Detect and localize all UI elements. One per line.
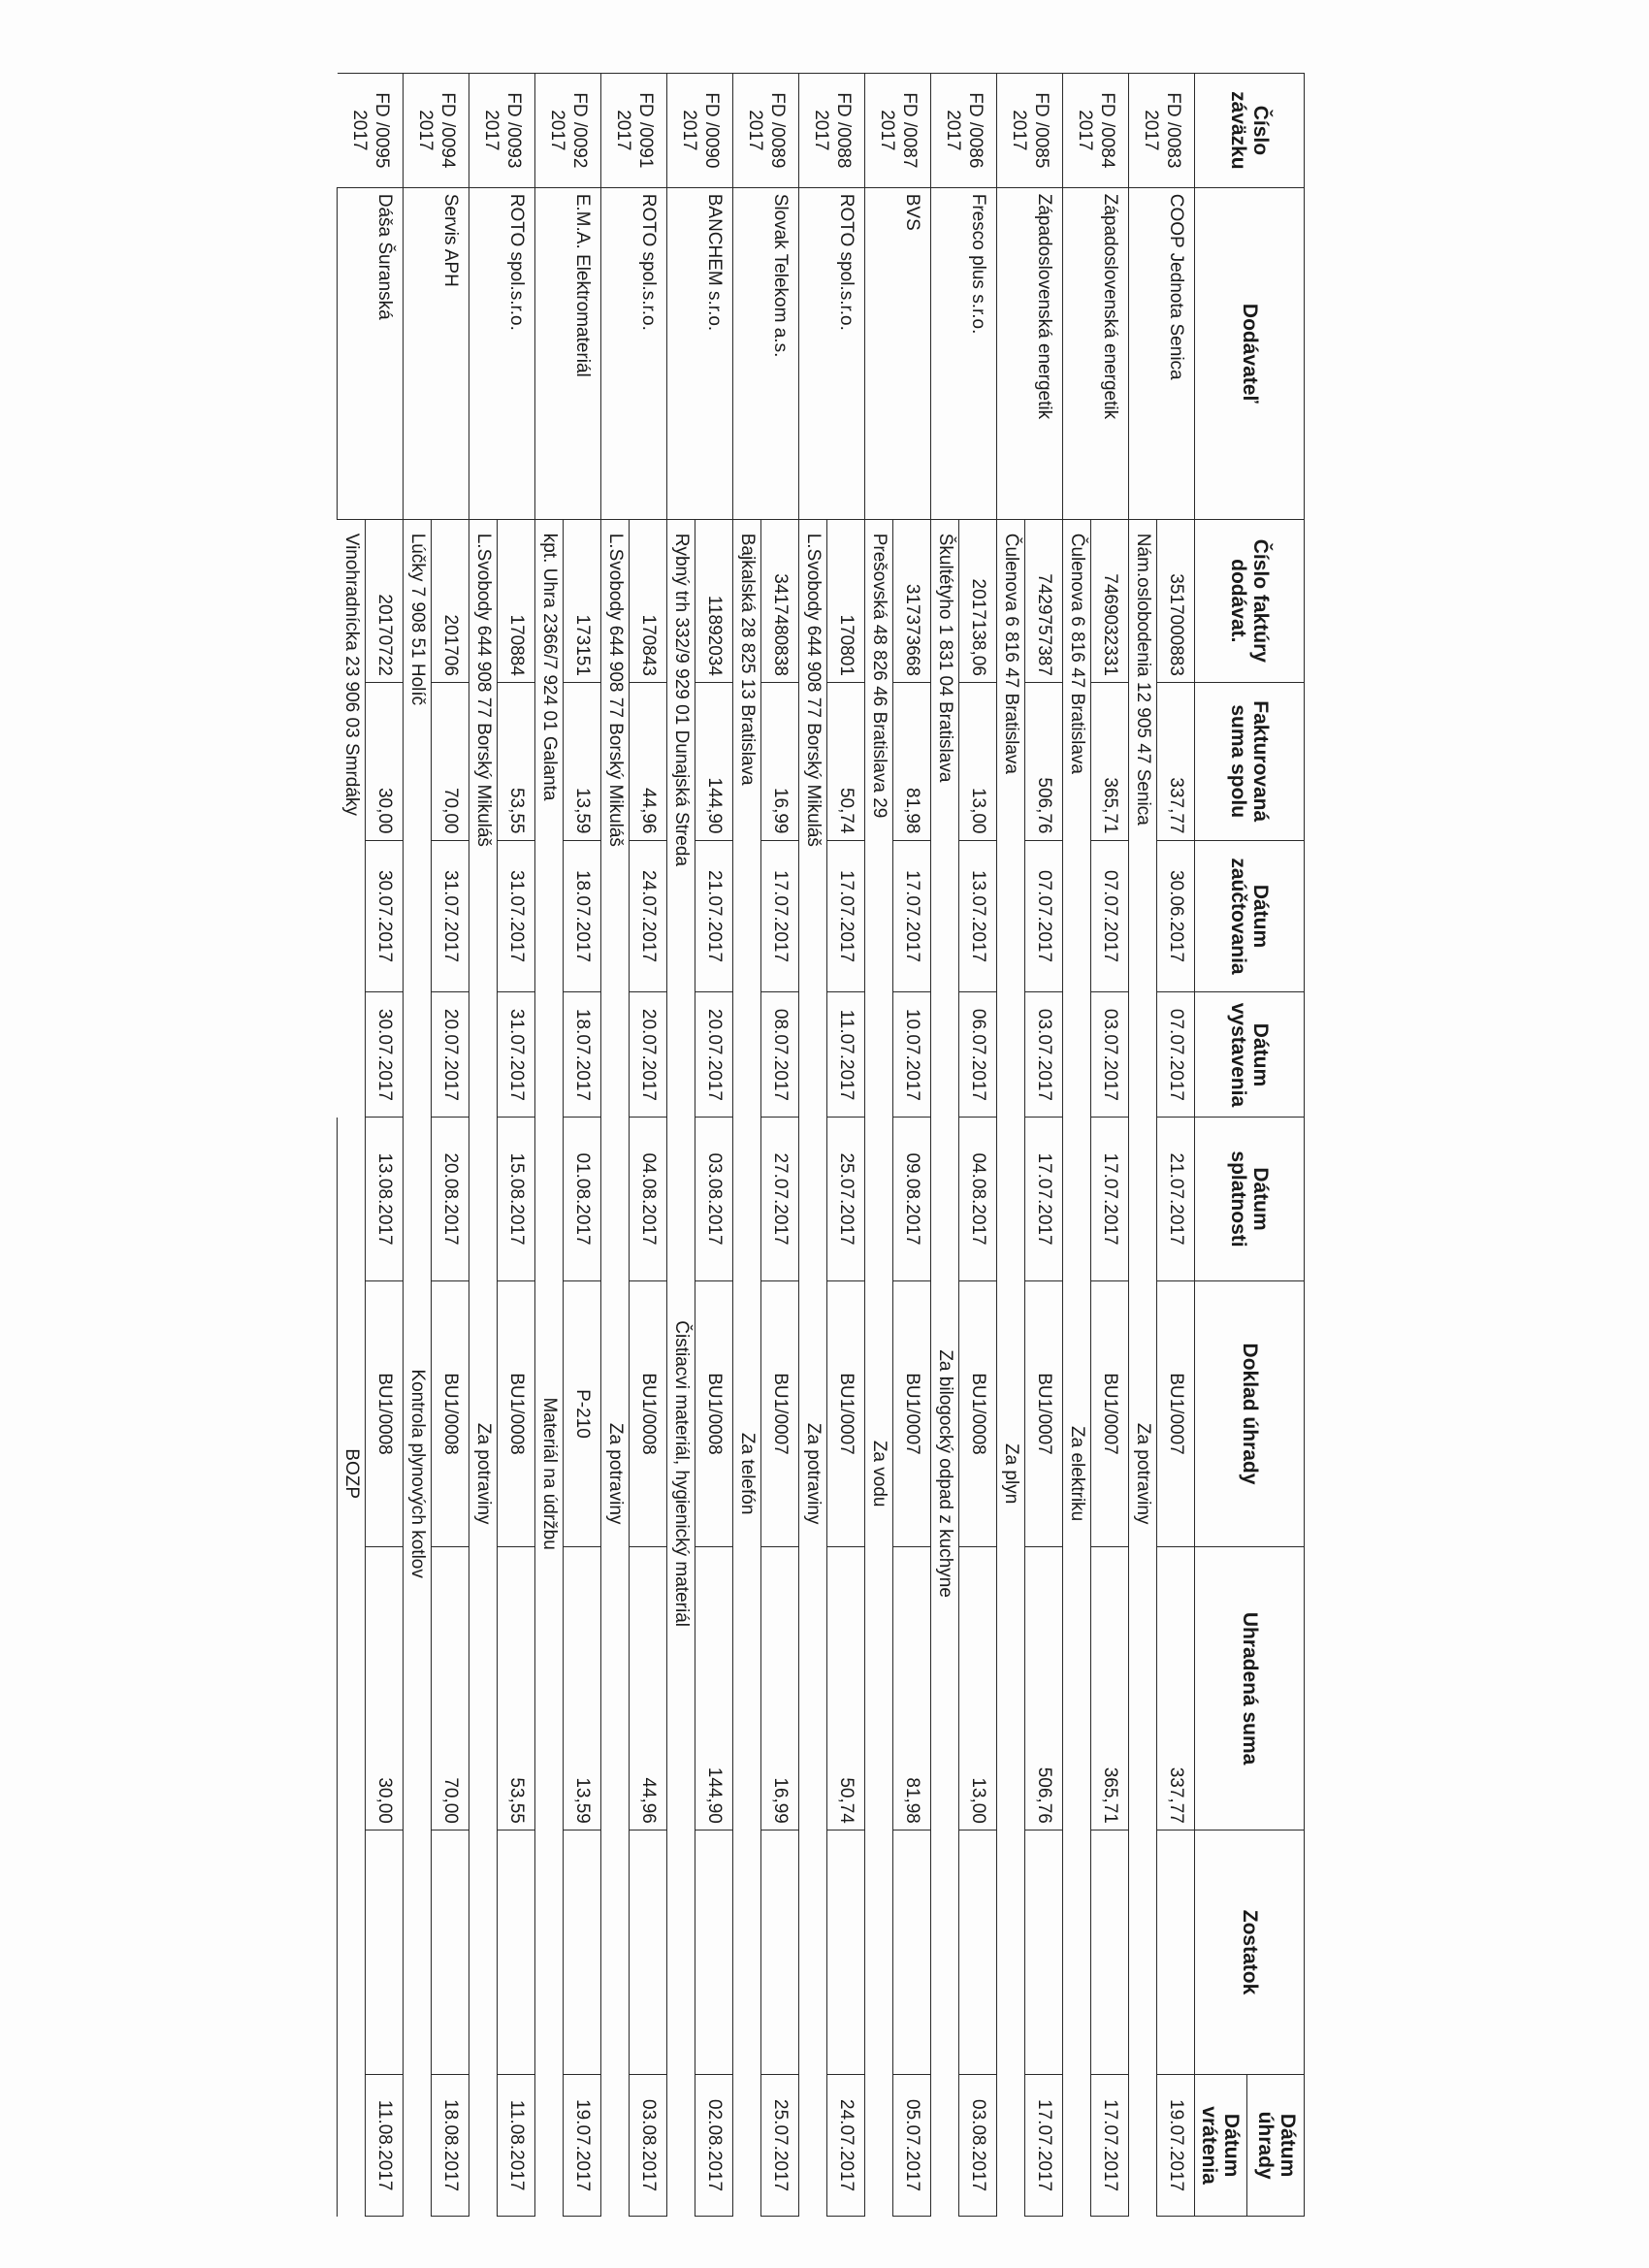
liability-id: FD /0083 (1163, 92, 1184, 169)
cell-balance (366, 1830, 404, 2074)
table-row-detail (865, 74, 893, 2217)
cell-issue-date: 31.07.2017 (498, 992, 535, 1118)
header-doklad-uhrady: Doklad úhrady (1195, 1280, 1305, 1547)
cell-invoiced-amount: 30,00 (366, 682, 404, 840)
cell-supplier-spacer (1063, 187, 1091, 519)
table-row (366, 74, 404, 2217)
cell-payment-document: BU1/0008 (959, 1280, 997, 1547)
cell-balance (630, 1830, 667, 2074)
liability-year: 2017 (547, 110, 568, 151)
liability-year: 2017 (811, 110, 832, 151)
cell-payment-document: BU1/0008 (630, 1280, 667, 1547)
cell-invoice-number: 170843 (630, 519, 667, 682)
cell-liability-id (667, 74, 733, 188)
liability-id: FD /0090 (701, 92, 723, 169)
header-zostatok: Zostatok (1195, 1830, 1305, 2074)
cell-payment-document: BU1/0008 (498, 1280, 535, 1547)
cell-invoice-number: 2017138,06 (959, 519, 997, 682)
cell-paid-amount: 81,98 (893, 1547, 931, 1831)
header-datum-uhrady (1195, 2075, 1305, 2217)
cell-issue-date: 03.07.2017 (1091, 992, 1129, 1118)
cell-supplier-spacer (733, 187, 761, 519)
cell-supplier: BVS (893, 187, 931, 519)
table-row (959, 74, 997, 2217)
cell-paid-amount: 16,99 (761, 1547, 799, 1831)
header-fakturovana-suma: Fakturovaná suma spolu (1195, 682, 1305, 840)
cell-invoice-number: 20170722 (366, 519, 404, 682)
cell-invoiced-amount: 365,71 (1091, 682, 1129, 840)
table-row (893, 74, 931, 2217)
header-datum-splatnosti: Dátum splatnosti (1195, 1118, 1305, 1280)
cell-payment-date: 24.07.2017 (827, 2075, 865, 2217)
cell-invoiced-amount: 16,99 (761, 682, 799, 840)
detail-spacer (799, 1830, 827, 2216)
table-row (1091, 74, 1129, 2217)
cell-invoice-number: 317373668 (893, 519, 931, 682)
liability-id: FD /0089 (767, 92, 789, 169)
cell-issue-date: 03.07.2017 (1025, 992, 1063, 1118)
cell-invoiced-amount: 13,00 (959, 682, 997, 840)
cell-posting-date: 17.07.2017 (827, 840, 865, 992)
detail-spacer (338, 1830, 366, 2216)
header-cislo-faktury: Číslo faktúry dodávat. (1195, 519, 1305, 682)
table-row (827, 74, 865, 2217)
cell-payment-date: 19.07.2017 (564, 2075, 601, 2217)
supplier-address: Lúčky 7 908 51 Holíč (407, 533, 428, 706)
cell-supplier-spacer (404, 187, 432, 519)
header-cislo-zavazku: Číslo záväzku (1195, 74, 1305, 188)
cell-liability-id (1129, 74, 1195, 188)
supplier-address: Škultétyho 1 831 04 Bratislava (935, 533, 955, 783)
cell-payment-document: BU1/0008 (432, 1280, 469, 1547)
liability-year: 2017 (877, 110, 898, 151)
cell-invoice-number: 11892034 (695, 519, 733, 682)
cell-paid-amount: 337,77 (1157, 1547, 1195, 1831)
supplier-address: L.Svobody 644 908 77 Borský Mikuláš (605, 533, 626, 847)
cell-invoiced-amount: 506,76 (1025, 682, 1063, 840)
invoice-purpose: Za bilogocký odpad z kuchyne (931, 1118, 959, 1830)
table-row-detail (799, 74, 827, 2217)
cell-balance (432, 1830, 469, 2074)
invoice-purpose: Materiál na údržbu (535, 1118, 564, 1830)
cell-issue-date: 20.07.2017 (695, 992, 733, 1118)
cell-paid-amount: 50,74 (827, 1547, 865, 1831)
liability-year: 2017 (1009, 110, 1030, 151)
detail-spacer (865, 1830, 893, 2216)
table-row (630, 74, 667, 2217)
cell-invoiced-amount: 44,96 (630, 682, 667, 840)
supplier-address: L.Svobody 644 908 77 Borský Mikuláš (803, 533, 824, 847)
cell-balance (695, 1830, 733, 2074)
cell-issue-date: 30.07.2017 (366, 992, 404, 1118)
cell-issue-date: 06.07.2017 (959, 992, 997, 1118)
table-row-detail (997, 74, 1025, 2217)
table-row-detail (667, 74, 695, 2217)
invoice-purpose: Za plyn (997, 1118, 1025, 1830)
cell-supplier: ROTO spol.s.r.o. (630, 187, 667, 519)
cell-payment-date: 05.07.2017 (893, 2075, 931, 2217)
cell-payment-document: BU1/0007 (1091, 1280, 1129, 1547)
supplier-address: Prešovská 48 826 46 Bratislava 29 (869, 533, 889, 819)
cell-posting-date: 17.07.2017 (761, 840, 799, 992)
cell-invoice-number: 3517000883 (1157, 519, 1195, 682)
cell-invoiced-amount: 13,59 (564, 682, 601, 840)
cell-due-date: 17.07.2017 (1025, 1118, 1063, 1280)
cell-liability-id (338, 74, 404, 188)
cell-liability-id (931, 74, 997, 188)
cell-invoice-number: 201706 (432, 519, 469, 682)
liability-year: 2017 (349, 110, 371, 151)
invoice-purpose: Za potraviny (469, 1118, 498, 1830)
detail-spacer (469, 1830, 498, 2216)
cell-supplier: Západoslovenská energetik (1025, 187, 1063, 519)
cell-posting-date: 18.07.2017 (564, 840, 601, 992)
supplier-address: Nám.oslobodenia 12 905 47 Senica (1133, 533, 1153, 826)
table-row (761, 74, 799, 2217)
liability-year: 2017 (1075, 110, 1096, 151)
cell-supplier: Západoslovenská energetik (1091, 187, 1129, 519)
cell-balance (761, 1830, 799, 2074)
cell-posting-date: 17.07.2017 (893, 840, 931, 992)
invoice-purpose: BOZP (338, 1118, 366, 1830)
cell-invoiced-amount: 337,77 (1157, 682, 1195, 840)
table-row-detail (1129, 74, 1157, 2217)
cell-supplier: Servis APH (432, 187, 469, 519)
cell-issue-date: 11.07.2017 (827, 992, 865, 1118)
cell-posting-date: 31.07.2017 (498, 840, 535, 992)
cell-supplier-spacer (469, 187, 498, 519)
liability-year: 2017 (1141, 110, 1162, 151)
liability-id: FD /0095 (372, 92, 393, 169)
cell-payment-document: P-210 (564, 1280, 601, 1547)
invoice-purpose: Za vodu (865, 1118, 893, 1830)
detail-spacer (733, 1830, 761, 2216)
cell-posting-date: 24.07.2017 (630, 840, 667, 992)
detail-spacer (1063, 1830, 1091, 2216)
cell-payment-document: BU1/0007 (1157, 1280, 1195, 1547)
cell-balance (498, 1830, 535, 2074)
cell-due-date: 15.08.2017 (498, 1118, 535, 1280)
cell-liability-id (404, 74, 469, 188)
cell-liability-id (1063, 74, 1129, 188)
cell-payment-document: BU1/0008 (366, 1280, 404, 1547)
cell-paid-amount: 144,90 (695, 1547, 733, 1831)
cell-supplier-spacer (667, 187, 695, 519)
cell-posting-date: 07.07.2017 (1025, 840, 1063, 992)
cell-invoice-number: 170801 (827, 519, 865, 682)
cell-payment-document: BU1/0007 (827, 1280, 865, 1547)
cell-supplier: BANCHEM s.r.o. (695, 187, 733, 519)
invoice-purpose: Za potraviny (601, 1118, 630, 1830)
cell-due-date: 04.08.2017 (630, 1118, 667, 1280)
cell-payment-date: 17.07.2017 (1025, 2075, 1063, 2217)
liability-year: 2017 (481, 110, 502, 151)
cell-invoice-number: 170884 (498, 519, 535, 682)
cell-paid-amount: 70,00 (432, 1547, 469, 1831)
cell-supplier: ROTO spol.s.r.o. (498, 187, 535, 519)
table-row-detail (404, 74, 432, 2217)
liability-id: FD /0092 (569, 92, 591, 169)
cell-payment-date: 25.07.2017 (761, 2075, 799, 2217)
cell-invoice-number: 7469032331 (1091, 519, 1129, 682)
cell-balance (827, 1830, 865, 2074)
cell-liability-id (799, 74, 865, 188)
header-datum-vystavenia: Dátum vystavenia (1195, 992, 1305, 1118)
cell-issue-date: 20.07.2017 (432, 992, 469, 1118)
cell-due-date: 17.07.2017 (1091, 1118, 1129, 1280)
cell-supplier-spacer (1129, 187, 1157, 519)
invoice-purpose: Za potraviny (799, 1118, 827, 1830)
cell-paid-amount: 506,76 (1025, 1547, 1063, 1831)
invoice-purpose: Za elektriku (1063, 1118, 1091, 1830)
cell-posting-date: 21.07.2017 (695, 840, 733, 992)
liability-year: 2017 (613, 110, 634, 151)
cell-payment-date: 03.08.2017 (630, 2075, 667, 2217)
cell-due-date: 20.08.2017 (432, 1118, 469, 1280)
cell-supplier-spacer (799, 187, 827, 519)
cell-due-date: 01.08.2017 (564, 1118, 601, 1280)
cell-posting-date: 13.07.2017 (959, 840, 997, 992)
cell-balance (959, 1830, 997, 2074)
liability-id: FD /0086 (965, 92, 986, 169)
liability-id: FD /0087 (899, 92, 921, 169)
table-row-detail (338, 74, 366, 2217)
table-row (498, 74, 535, 2217)
cell-posting-date: 07.07.2017 (1091, 840, 1129, 992)
cell-invoiced-amount: 81,98 (893, 682, 931, 840)
table-row-detail (1063, 74, 1091, 2217)
header-dodavatel: Dodávateľ (1195, 187, 1305, 519)
cell-supplier: Fresco plus s.r.o. (959, 187, 997, 519)
table-row-detail (931, 74, 959, 2217)
liability-id: FD /0094 (437, 92, 459, 169)
cell-payment-date: 11.08.2017 (366, 2075, 404, 2217)
cell-payment-document: BU1/0007 (761, 1280, 799, 1547)
cell-liability-id (997, 74, 1063, 188)
cell-liability-id (601, 74, 667, 188)
cell-payment-date: 17.07.2017 (1091, 2075, 1129, 2217)
cell-posting-date: 31.07.2017 (432, 840, 469, 992)
table-row (564, 74, 601, 2217)
cell-due-date: 09.08.2017 (893, 1118, 931, 1280)
cell-payment-document: BU1/0007 (893, 1280, 931, 1547)
cell-invoiced-amount: 70,00 (432, 682, 469, 840)
liability-id: FD /0091 (635, 92, 657, 169)
cell-invoiced-amount: 144,90 (695, 682, 733, 840)
detail-spacer (1129, 1830, 1157, 2216)
cell-supplier: ROTO spol.s.r.o. (827, 187, 865, 519)
detail-spacer (601, 1830, 630, 2216)
table-body (338, 74, 1195, 2217)
cell-invoice-number: 173151 (564, 519, 601, 682)
cell-payment-date: 19.07.2017 (1157, 2075, 1195, 2217)
invoice-purpose: Čistiacvi materiál, hygienický materiál (667, 1118, 695, 1830)
cell-issue-date: 18.07.2017 (564, 992, 601, 1118)
cell-supplier: Dáša Šuranská (366, 187, 404, 519)
cell-supplier: COOP Jednota Senica (1157, 187, 1195, 519)
invoice-purpose: Kontrola plynových kotlov (404, 1118, 432, 1830)
cell-payment-date: 02.08.2017 (695, 2075, 733, 2217)
header-datum-zauctovania: Dátum zaúčtovania (1195, 840, 1305, 992)
cell-posting-date: 30.06.2017 (1157, 840, 1195, 992)
table-row (1157, 74, 1195, 2217)
cell-due-date: 21.07.2017 (1157, 1118, 1195, 1280)
table-row (695, 74, 733, 2217)
table-row-detail (535, 74, 564, 2217)
detail-spacer (404, 1830, 432, 2216)
liability-year: 2017 (415, 110, 436, 151)
cell-liability-id (535, 74, 601, 188)
cell-due-date: 04.08.2017 (959, 1118, 997, 1280)
table-row-detail (733, 74, 761, 2217)
header-uhradena-suma: Uhradená suma (1195, 1547, 1305, 1831)
liability-id: FD /0085 (1031, 92, 1052, 169)
liabilities-table (338, 73, 1306, 2217)
cell-supplier-spacer (931, 187, 959, 519)
cell-supplier: E.M.A. Elektromateriál (564, 187, 601, 519)
liability-year: 2017 (745, 110, 766, 151)
cell-balance (893, 1830, 931, 2074)
cell-liability-id (469, 74, 535, 188)
cell-supplier-spacer (997, 187, 1025, 519)
cell-due-date: 13.08.2017 (366, 1118, 404, 1280)
cell-invoice-number: 7429757387 (1025, 519, 1063, 682)
rotated-table-wrapper (112, 73, 1305, 2217)
cell-invoiced-amount: 53,55 (498, 682, 535, 840)
cell-issue-date: 20.07.2017 (630, 992, 667, 1118)
cell-payment-document: BU1/0008 (695, 1280, 733, 1547)
detail-spacer (667, 1830, 695, 2216)
cell-balance (1025, 1830, 1063, 2074)
detail-spacer (997, 1830, 1025, 2216)
cell-due-date: 25.07.2017 (827, 1118, 865, 1280)
liability-id: FD /0093 (503, 92, 525, 169)
liability-id: FD /0088 (833, 92, 855, 169)
cell-paid-amount: 13,00 (959, 1547, 997, 1831)
cell-supplier: Slovak Telekom a.s. (761, 187, 799, 519)
cell-payment-date: 18.08.2017 (432, 2075, 469, 2217)
cell-paid-amount: 30,00 (366, 1547, 404, 1831)
cell-due-date: 27.07.2017 (761, 1118, 799, 1280)
supplier-address: Čulenova 6 816 47 Bratislava (1001, 533, 1021, 774)
supplier-address: Vinohradnícka 23 906 03 Smrdáky (341, 533, 362, 816)
cell-invoice-number: 3417480838 (761, 519, 799, 682)
table-row-detail (601, 74, 630, 2217)
cell-due-date: 03.08.2017 (695, 1118, 733, 1280)
header-datum-vratenia-label: Dátum vrátenia (1198, 2075, 1247, 2216)
table-row-detail (469, 74, 498, 2217)
table-row (1025, 74, 1063, 2217)
cell-issue-date: 07.07.2017 (1157, 992, 1195, 1118)
liability-year: 2017 (943, 110, 964, 151)
cell-paid-amount: 53,55 (498, 1547, 535, 1831)
cell-supplier-spacer (601, 187, 630, 519)
cell-supplier-spacer (338, 187, 366, 519)
cell-invoiced-amount: 50,74 (827, 682, 865, 840)
cell-payment-date: 03.08.2017 (959, 2075, 997, 2217)
table-row (432, 74, 469, 2217)
cell-posting-date: 30.07.2017 (366, 840, 404, 992)
invoice-purpose: Za potraviny (1129, 1118, 1157, 1830)
cell-supplier-spacer (865, 187, 893, 519)
cell-balance (564, 1830, 601, 2074)
cell-payment-document: BU1/0007 (1025, 1280, 1063, 1547)
cell-paid-amount: 44,96 (630, 1547, 667, 1831)
detail-spacer (931, 1830, 959, 2216)
supplier-address: L.Svobody 644 908 77 Borský Mikuláš (473, 533, 494, 847)
cell-issue-date: 10.07.2017 (893, 992, 931, 1118)
supplier-address: Rybný trh 332/9 929 01 Dunajská Streda (671, 533, 692, 867)
liability-year: 2017 (679, 110, 700, 151)
cell-balance (1157, 1830, 1195, 2074)
cell-supplier-spacer (535, 187, 564, 519)
header-row (1195, 74, 1305, 2217)
cell-liability-id (733, 74, 799, 188)
cell-issue-date: 08.07.2017 (761, 992, 799, 1118)
supplier-address: kpt. Uhra 2366/7 924 01 Galanta (539, 533, 560, 801)
supplier-address: Čulenova 6 816 47 Bratislava (1067, 533, 1087, 774)
cell-payment-date: 11.08.2017 (498, 2075, 535, 2217)
cell-paid-amount: 365,71 (1091, 1547, 1129, 1831)
cell-liability-id (865, 74, 931, 188)
liability-id: FD /0084 (1097, 92, 1118, 169)
invoice-purpose: Za telefón (733, 1118, 761, 1830)
supplier-address: Bajkalská 28 825 13 Bratislava (737, 533, 758, 786)
cell-balance (1091, 1830, 1129, 2074)
detail-spacer (535, 1830, 564, 2216)
header-datum-uhrady-label: Dátum úhrady (1253, 2111, 1299, 2180)
cell-paid-amount: 13,59 (564, 1547, 601, 1831)
